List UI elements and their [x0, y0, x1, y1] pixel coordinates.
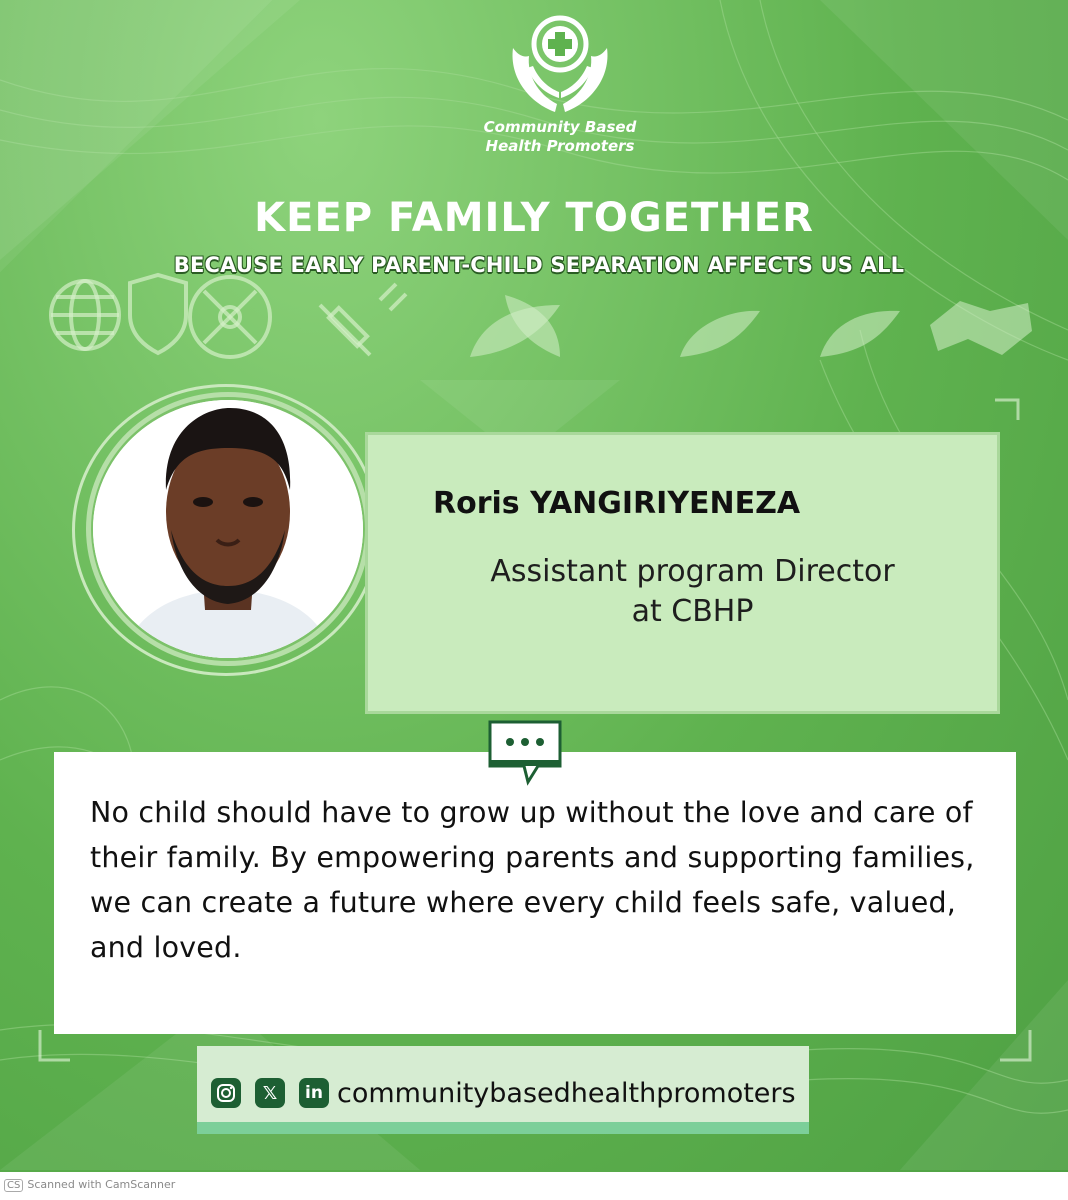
- chat-bubble-icon: [488, 720, 562, 786]
- quote-text: No child should have to grow up without the love and care of their family. By empowering parents and supporting families, we can create a future where every child feels safe, valued, and loved.: [90, 796, 975, 964]
- role-line-2: at CBHP: [631, 594, 754, 629]
- page-subtitle: BECAUSE EARLY PARENT-CHILD SEPARATION AFFECTS US ALL: [173, 253, 905, 277]
- social-handle[interactable]: communitybasedhealthpromoters: [337, 1078, 796, 1109]
- social-bar: [197, 1046, 809, 1134]
- shield-icon: [130, 275, 186, 353]
- page-title: KEEP FAMILY TOGETHER: [254, 195, 814, 241]
- scanner-footer: [0, 1172, 1068, 1200]
- person-role: [365, 552, 1000, 632]
- medical-tools-icon: [190, 277, 270, 357]
- hands-cross-logo: [505, 8, 615, 118]
- leaf-icon: [820, 311, 900, 357]
- linkedin-icon[interactable]: in: [299, 1078, 329, 1108]
- role-line-1: Assistant program Director: [490, 554, 895, 589]
- logo-line-2: Health Promoters: [485, 137, 635, 155]
- handshake-icon: [930, 301, 1032, 355]
- syringe-icon: [320, 284, 406, 355]
- logo-line-1: Community Based: [483, 118, 637, 136]
- globe-icon: [51, 281, 119, 349]
- person-name: Roris YANGIRIYENEZA: [433, 486, 801, 521]
- quote-card: [54, 752, 1016, 1034]
- instagram-icon[interactable]: [211, 1078, 241, 1108]
- profile-card: [365, 432, 1000, 714]
- decorative-icons: [40, 265, 1040, 365]
- footer-text: [4, 1178, 175, 1192]
- person-portrait: [93, 400, 363, 658]
- footer-label: Scanned with CamScanner: [27, 1178, 176, 1191]
- leaf-icon: [680, 311, 760, 357]
- camscanner-badge: CS: [4, 1179, 23, 1192]
- profile-photo: [93, 400, 363, 658]
- x-icon[interactable]: 𝕏: [255, 1078, 285, 1108]
- logo-text: [460, 118, 660, 156]
